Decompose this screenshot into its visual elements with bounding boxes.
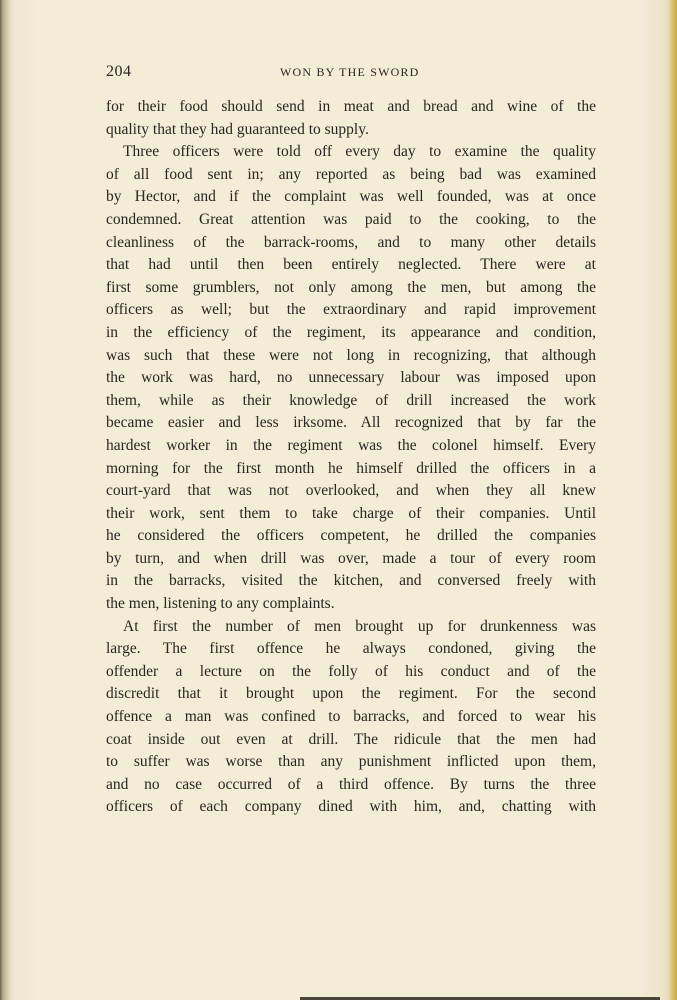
text-line: was such that these were not long in recognizing, that although (106, 346, 596, 364)
text-line: morning for the first month he himself drilled the officers in a (106, 459, 596, 477)
page-header (106, 63, 596, 83)
text-line: offender a lecture on the folly of his conduct and of the (106, 662, 596, 680)
body-text (106, 96, 596, 819)
text-line: large. The first offence he always condoned, giving the (106, 640, 596, 658)
text-line: of all food sent in; any reported as being bad was examined (106, 165, 596, 183)
text-line: became easier and less irksome. All recognized that by far the (106, 414, 596, 432)
text-line: that had until then been entirely neglected. There were at (106, 256, 596, 274)
text-line: quality that they had guaranteed to supply. (106, 120, 369, 138)
text-line: by Hector, and if the complaint was well founded, was at once (106, 188, 596, 206)
text-line: At first the number of men brought up for drunkenness was (123, 617, 596, 635)
text-line: to suffer was worse than any punishment inflicted upon them, (106, 753, 596, 771)
text-line: cleanliness of the barrack-rooms, and to many other details (106, 233, 596, 251)
text-line: condemned. Great attention was paid to the cooking, to the (106, 210, 596, 228)
text-line: court-yard that was not overlooked, and when they all knew (106, 482, 596, 500)
text-line: and no case occurred of a third offence. By turns the three (106, 775, 596, 793)
text-line: officers as well; but the extraordinary and rapid improvement (106, 301, 596, 319)
text-line: offence a man was confined to barracks, and forced to wear his (106, 708, 596, 726)
text-line: by turn, and when drill was over, made a tour of every room (106, 549, 596, 567)
text-line: the men, listening to any complaints. (106, 595, 335, 613)
text-line: the work was hard, no unnecessary labour was imposed upon (106, 369, 596, 387)
text-line: coat inside out even at drill. The ridicule that the men had (106, 730, 596, 748)
text-line: officers of each company dined with him, and, chatting with (106, 798, 596, 816)
page-edge (669, 0, 677, 1000)
page-gutter-shadow (0, 0, 12, 1000)
text-line: for their food should send in meat and bread and wine of the (106, 98, 596, 115)
text-line: discredit that it brought upon the regiment. For the second (106, 685, 596, 703)
text-line: them, while as their knowledge of drill increased the work (106, 391, 596, 409)
text-line: their work, sent them to take charge of their companies. Until (106, 504, 596, 522)
page-number: 204 (106, 63, 132, 80)
text-line: in the efficiency of the regiment, its appearance and condition, (106, 323, 596, 341)
text-line: he considered the officers competent, he drilled the companies (106, 527, 596, 545)
text-line: in the barracks, visited the kitchen, and conversed freely with (106, 572, 596, 590)
text-line: first some grumblers, not only among the men, but among the (106, 278, 596, 296)
text-line: Three officers were told off every day to examine the quality (123, 143, 596, 161)
text-line: hardest worker in the regiment was the colonel himself. Every (106, 436, 596, 454)
running-head: WON BY THE SWORD (280, 65, 420, 79)
